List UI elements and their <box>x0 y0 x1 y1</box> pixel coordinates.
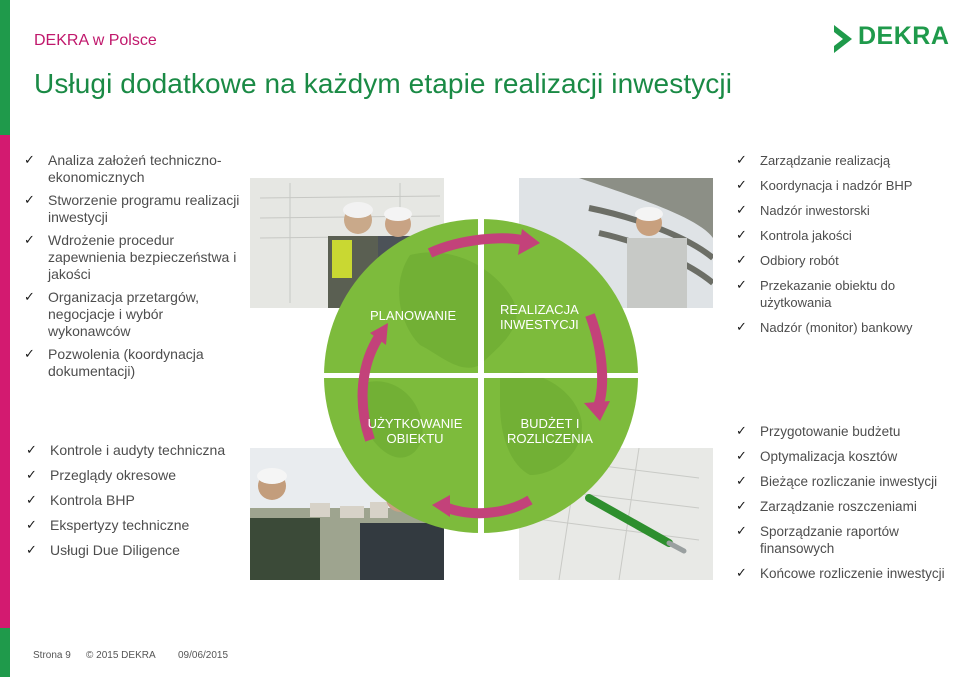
check-icon: ✓ <box>736 424 747 439</box>
footer-copyright: © 2015 DEKRA <box>86 650 156 661</box>
check-icon: ✓ <box>26 493 37 508</box>
footer-page-number: Strona 9 <box>33 650 71 661</box>
logo-wordmark: DEKRA <box>858 22 950 50</box>
quadrant-label-realization: REALIZACJA INWESTYCJI <box>500 302 579 332</box>
list-item-label: Kontrola BHP <box>50 492 135 508</box>
list-item <box>24 152 244 186</box>
planning-services-list <box>24 152 244 386</box>
list-item-label: Nadzór (monitor) bankowy <box>760 320 913 335</box>
list-item-label: Przekazanie obiektu do użytkowania <box>760 278 896 310</box>
list-item-label: Końcowe rozliczenie inwestycji <box>760 566 945 581</box>
check-icon: ✓ <box>736 153 747 168</box>
list-item-label: Usługi Due Diligence <box>50 542 180 558</box>
footer-date: 09/06/2015 <box>178 650 229 661</box>
quadrant-label-usage: UŻYTKOWANIE OBIEKTU <box>367 416 463 446</box>
list-item <box>24 232 244 283</box>
list-item-label: Organizacja przetargów, negocjacje i wybór wykonawców <box>48 289 199 339</box>
list-item <box>24 346 244 380</box>
list-item-label: Stworzenie programu realizacji inwestycji <box>48 192 240 225</box>
check-icon: ✓ <box>736 278 747 293</box>
check-icon: ✓ <box>736 253 747 268</box>
list-item-label: Optymalizacja kosztów <box>760 449 898 464</box>
list-item-label: Wdrożenie procedur zapewnienia bezpieczeństwa i jakości <box>48 232 237 282</box>
check-icon: ✓ <box>736 524 747 539</box>
list-item <box>736 277 956 311</box>
list-item <box>736 448 960 465</box>
check-icon: ✓ <box>24 347 35 362</box>
quadrant-label-planning: PLANOWANIE <box>370 308 457 323</box>
check-icon: ✓ <box>736 203 747 218</box>
list-item <box>736 498 960 515</box>
check-icon: ✓ <box>26 443 37 458</box>
list-item-label: Ekspertyzy techniczne <box>50 517 190 533</box>
list-item-label: Bieżące rozliczanie inwestycji <box>760 474 938 489</box>
list-item-label: Przygotowanie budżetu <box>760 424 901 439</box>
list-item-label: Zarządzanie realizacją <box>760 153 891 168</box>
check-icon: ✓ <box>26 543 37 558</box>
budget-services-list <box>736 423 960 590</box>
list-item <box>26 542 246 559</box>
list-item-label: Analiza założeń techniczno-ekonomicznych <box>48 152 222 185</box>
list-item-label: Sporządzanie raportów finansowych <box>760 524 899 556</box>
check-icon: ✓ <box>736 474 747 489</box>
list-item <box>736 523 960 557</box>
list-item <box>736 565 960 582</box>
list-item-label: Odbiory robót <box>760 253 839 268</box>
list-item <box>736 177 956 194</box>
realization-services-list <box>736 152 956 344</box>
list-item <box>736 227 956 244</box>
left-accent-bar-bottom <box>0 628 10 677</box>
list-item <box>736 252 956 269</box>
list-item <box>736 473 960 490</box>
list-item <box>26 492 246 509</box>
list-item <box>736 202 956 219</box>
list-item-label: Przeglądy okresowe <box>50 467 177 483</box>
page-title: Usługi dodatkowe na każdym etapie realizacji inwestycji <box>34 68 733 99</box>
quadrant-label-budget: BUDŻET I ROZLICZENIA <box>507 416 593 446</box>
check-icon: ✓ <box>26 518 37 533</box>
left-accent-bar-middle <box>0 135 10 628</box>
list-item-label: Kontrola jakości <box>760 228 852 243</box>
list-item <box>24 289 244 340</box>
list-item <box>26 467 246 484</box>
check-icon: ✓ <box>736 178 747 193</box>
check-icon: ✓ <box>24 153 35 168</box>
list-item <box>736 152 956 169</box>
list-item-label: Zarządzanie roszczeniami <box>760 499 917 514</box>
check-icon: ✓ <box>736 499 747 514</box>
list-item-label: Pozwolenia (koordynacja dokumentacji) <box>48 346 204 379</box>
check-icon: ✓ <box>736 320 747 335</box>
usage-services-list <box>26 442 246 567</box>
left-accent-bar-top <box>0 0 10 135</box>
check-icon: ✓ <box>24 193 35 208</box>
list-item-label: Kontrole i audyty techniczna <box>50 442 226 458</box>
check-icon: ✓ <box>736 566 747 581</box>
list-item <box>26 517 246 534</box>
check-icon: ✓ <box>736 228 747 243</box>
check-icon: ✓ <box>24 233 35 248</box>
check-icon: ✓ <box>24 290 35 305</box>
check-icon: ✓ <box>26 468 37 483</box>
lifecycle-circle-diagram <box>300 205 650 545</box>
list-item-label: Koordynacja i nadzór BHP <box>760 178 913 193</box>
list-item <box>736 423 960 440</box>
list-item <box>26 442 246 459</box>
list-item <box>24 192 244 226</box>
page-subtitle: DEKRA w Polsce <box>34 32 157 49</box>
list-item <box>736 319 956 336</box>
list-item-label: Nadzór inwestorski <box>760 203 870 218</box>
check-icon: ✓ <box>736 449 747 464</box>
